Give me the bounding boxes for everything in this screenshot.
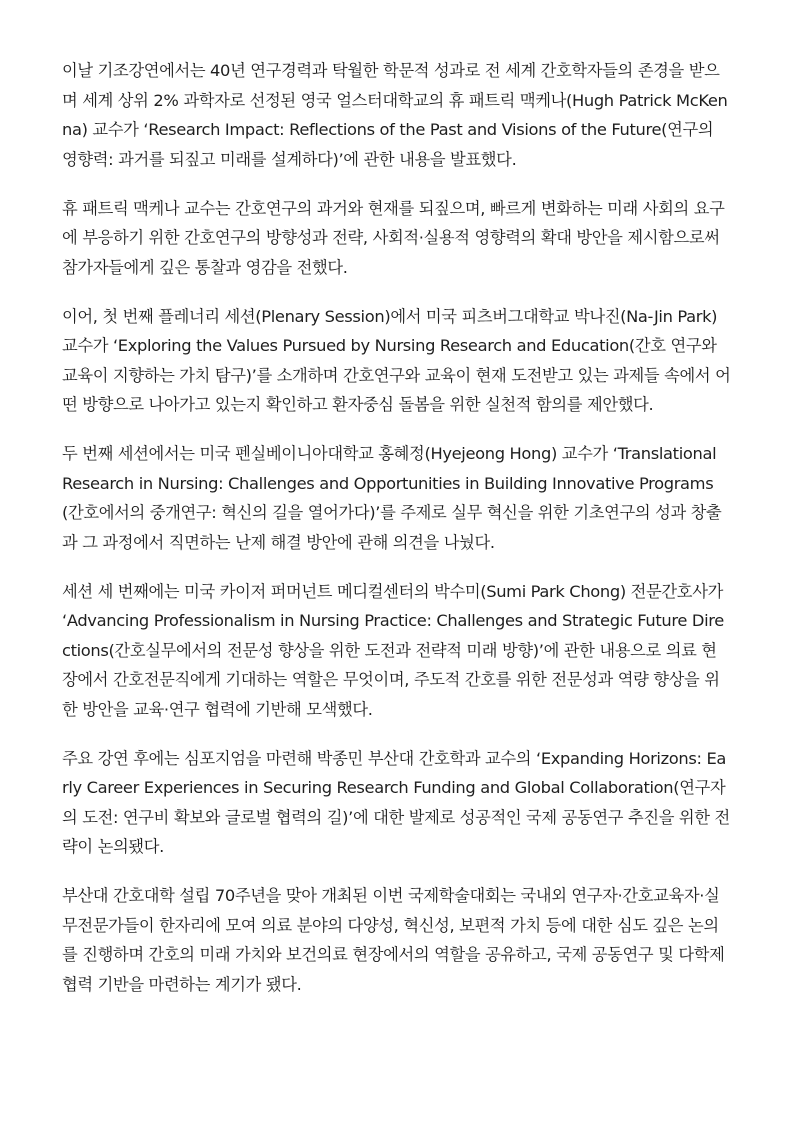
paragraph-plenary-session-1: 이어, 첫 번째 플레너리 세션(Plenary Session)에서 미국 피츠버그대학교 박나진(Na-Jin Park) 교수가 ‘Exploring the Values Pursued by Nursing Research and Education(간호 연구와 교육이 지향하는 가치 탐구)’를 소개하며 간호연구와 교육이 현재 도전받고 있는 과제들 속에서 어떤 방향으로 나아가고 있는지 확인하고 환자중심 돌봄을 위한 실천적 함의를 제안했다.: [62, 306, 731, 414]
paragraph-plenary-session-3: 세션 세 번째에는 미국 카이저 퍼머넌트 메디컬센터의 박수미(Sumi Park Chong) 전문간호사가 ‘Advancing Professionalism in Nursing Practice: Challenges and Strategic Future Directions(간호실무에서의 전문성 향상을 위한 도전과 전략적 미래 방향)’에 관한 내용으로 의료 현장에서 간호전문직에게 기대하는 역할은 무엇이며, 주도적 간호를 위한 전문성과 역량 향상을 위한 방안을 교육·연구 협력에 기반해 모색했다.: [62, 581, 724, 719]
paragraph-keynote-intro: 이날 기조강연에서는 40년 연구경력과 탁월한 학문적 성과로 전 세계 간호학자들의 존경을 받으며 세계 상위 2% 과학자로 선정된 영국 얼스터대학교의 휴 패트릭 맥케나(Hugh Patrick McKenna) 교수가 ‘Research Impact: Reflections of the Past and Visions of the Future(연구의 영향력: 과거를 되짚고 미래를 설계하다)’에 관한 내용을 발표했다.: [62, 61, 728, 169]
paragraph-keynote-summary: 휴 패트릭 맥케나 교수는 간호연구의 과거와 현재를 되짚으며, 빠르게 변화하는 미래 사회의 요구에 부응하기 위한 간호연구의 방향성과 전략, 사회적·실용적 영향력의 확대 방안을 제시함으로써 참가자들에게 깊은 통찰과 영감을 전했다.: [62, 198, 725, 277]
paragraph-plenary-session-2: 두 번째 세션에서는 미국 펜실베이니아대학교 홍혜정(Hyejeong Hong) 교수가 ‘Translational Research in Nursing: Challenges and Opportunities in Building Innovative Programs(간호에서의 중개연구: 혁신의 길을 열어가다)’를 주제로 실무 혁신을 위한 기초연구의 성과 창출과 그 과정에서 직면하는 난제 해결 방안에 관해 의견을 나눴다.: [62, 444, 722, 552]
paragraph-conclusion: 부산대 간호대학 설립 70주년을 맞아 개최된 이번 국제학술대회는 국내외 연구자·간호교육자·실무전문가들이 한자리에 모여 의료 분야의 다양성, 혁신성, 보편적 가치 등에 대한 심도 깊은 논의를 진행하며 간호의 미래 가치와 보건의료 현장에서의 역할을 공유하고, 국제 공동연구 및 다학제 협력 기반을 마련하는 계기가 됐다.: [62, 886, 725, 994]
paragraph-symposium: 주요 강연 후에는 심포지엄을 마련해 박종민 부산대 간호학과 교수의 ‘Expanding Horizons: Early Career Experiences in Securing Research Funding and Global Collaboration(연구자의 도전: 연구비 확보와 글로벌 협력의 길)’에 대한 발제로 성공적인 국제 공동연구 추진을 위한 전략이 논의됐다.: [62, 748, 730, 856]
article-body: [62, 56, 732, 1019]
